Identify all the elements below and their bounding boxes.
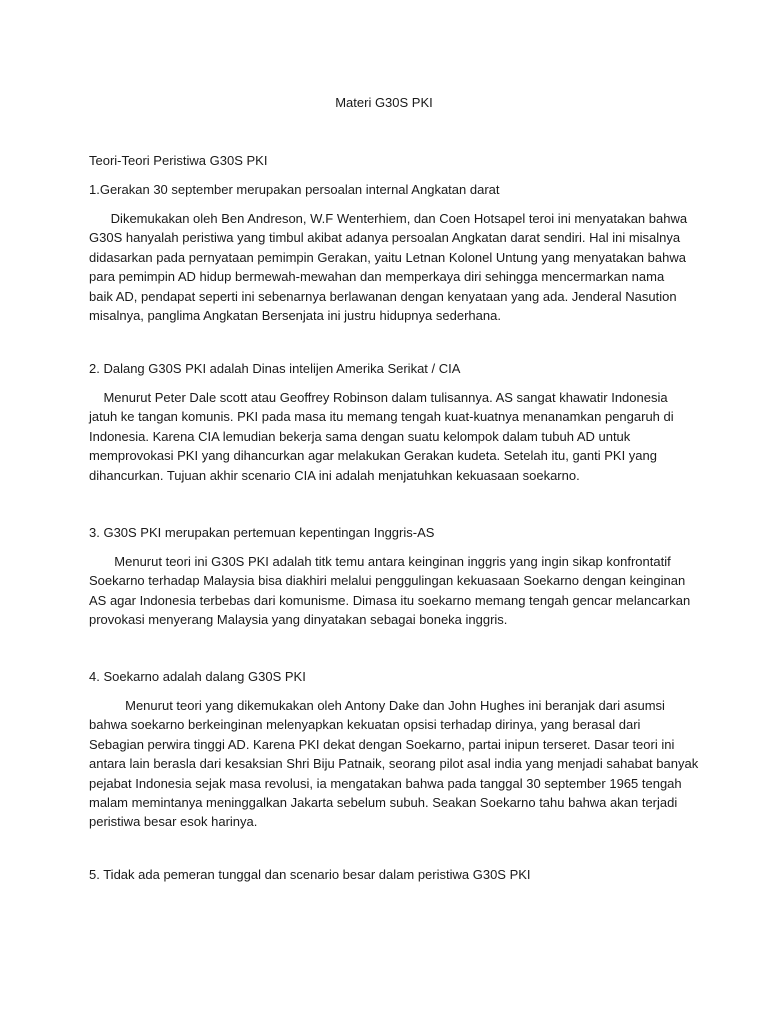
paragraph-line: Indonesia. Karena CIA lemudian bekerja sama dengan suatu kelompok dalam tubuh AD untuk [89, 428, 631, 444]
paragraph-line: Menurut Peter Dale scott atau Geoffrey Robinson dalam tulisannya. AS sangat khawatir Indonesia [89, 390, 668, 405]
paragraph-line: jatuh ke tangan komunis. PKI pada masa itu memang tengah kuat-kuatnya menanamkan pengaruh di [89, 409, 674, 425]
paragraph-line: Menurut teori yang dikemukakan oleh Antony Dake dan John Hughes ini beranjak dari asumsi [89, 698, 665, 713]
paragraph-line: misalnya, panglima Angkatan Bersenjata ini justru hidupnya sederhana. [89, 308, 501, 324]
paragraph-line: malam memintanya meninggalkan Jakarta sebelum subuh. Seakan Soekarno tahu bahwa akan terjadi [89, 795, 678, 811]
paragraph-line: bahwa soekarno berkeinginan melenyapkan kekuatan opsisi terhadap dirinya, yang berasal dari [89, 717, 641, 733]
section-1-paragraph [89, 209, 689, 325]
section-4-paragraph [89, 696, 699, 832]
paragraph-line: pejabat Indonesia sejak masa revolusi, ia mengatakan bahwa pada tanggal 30 september 1965 tengah [89, 775, 682, 791]
paragraph-line: baik AD, pendapat seperti ini sebenarnya berlawanan dengan kenyataan yang ada. Jenderal Nasution [89, 288, 677, 304]
paragraph-line: G30S hanyalah peristiwa yang timbul akibat adanya persoalan Angkatan darat sendiri. Hal ini misalnya [89, 230, 681, 246]
paragraph-line: antara lain berasla dari kesaksian Shri Biju Patnaik, seorang pilot asal india yang menjadi sahabat banyak [89, 756, 699, 772]
section-2-paragraph [89, 388, 689, 485]
paragraph-line: Soekarno terhadap Malaysia bisa diakhiri melalui penggulingan kekuasaan Soekarno dengan keinginan [89, 573, 686, 589]
document-title: Materi G30S PKI [335, 95, 433, 110]
paragraph-line: Menurut teori ini G30S PKI adalah titk temu antara keinginan inggris yang ingin sikap konfrontatif [89, 554, 671, 569]
paragraph-line: AS agar Indonesia terbebas dari komunisme. Dimasa itu soekarno memang tengah gencar melancarkan [89, 592, 691, 608]
section-3-paragraph [89, 552, 689, 630]
paragraph-line: dihancurkan. Tujuan akhir scenario CIA ini adalah menjatuhkan kekuasaan soekarno. [89, 467, 580, 483]
paragraph-line: didasarkan pada pernyataan pemimpin Gerakan, yaitu Letnan Kolonel Untung yang menyatakan bahwa [89, 249, 686, 265]
paragraph-line: memprovokasi PKI yang dihancurkan agar melakukan Gerakan kudeta. Setelah itu, ganti PKI yang [89, 448, 657, 464]
section-3-heading: 3. G30S PKI merupakan pertemuan kepentingan Inggris-AS [89, 525, 435, 540]
paragraph-line: Sebagian perwira tinggi AD. Karena PKI dekat dengan Soekarno, partai inipun terseret. Dasar teori ini [89, 736, 675, 752]
section-5-heading: 5. Tidak ada pemeran tunggal dan scenario besar dalam peristiwa G30S PKI [89, 867, 531, 882]
paragraph-line: Dikemukakan oleh Ben Andreson, W.F Wenterhiem, dan Coen Hotsapel teroi ini menyatakan bahwa [89, 211, 688, 226]
paragraph-line: peristiwa besar esok harinya. [89, 814, 258, 830]
section-1-heading: 1.Gerakan 30 september merupakan persoalan internal Angkatan darat [89, 182, 500, 197]
paragraph-line: para pemimpin AD hidup bermewah-mewahan dan memperkaya diri sehingga mencermarkan nama [89, 269, 665, 285]
paragraph-line: provokasi menyerang Malaysia yang dinyatakan sebagai boneka inggris. [89, 612, 508, 628]
document-subtitle: Teori-Teori Peristiwa G30S PKI [89, 153, 268, 168]
section-2-heading: 2. Dalang G30S PKI adalah Dinas intelijen Amerika Serikat / CIA [89, 361, 461, 376]
section-4-heading: 4. Soekarno adalah dalang G30S PKI [89, 669, 306, 684]
